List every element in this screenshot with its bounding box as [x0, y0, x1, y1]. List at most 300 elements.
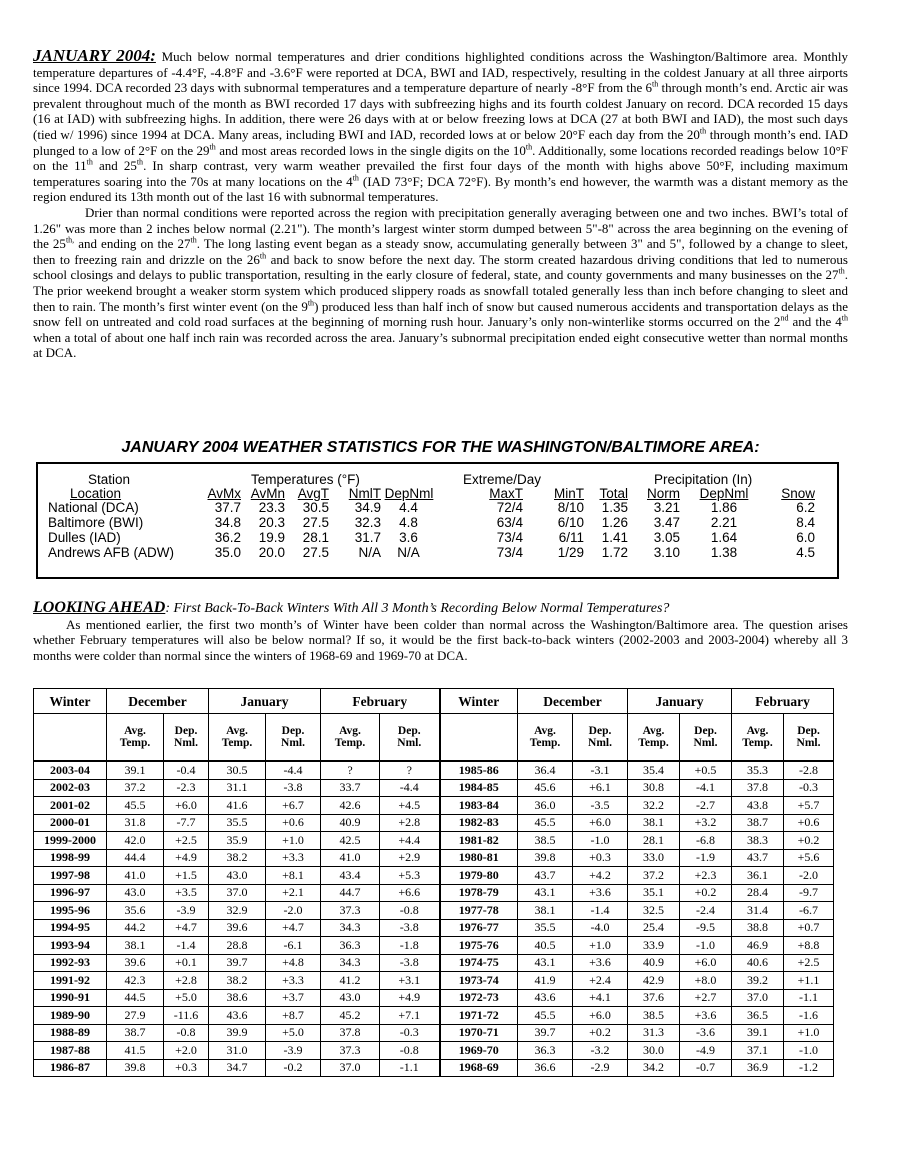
- table-cell: -3.9: [164, 902, 209, 920]
- stats-value: 3.6: [399, 530, 418, 545]
- table-row: [34, 797, 834, 815]
- table-cell: -6.7: [784, 902, 834, 920]
- table-cell: +2.3: [680, 867, 732, 885]
- table-row: [34, 954, 834, 972]
- stats-header-avmn: AvMn: [250, 486, 285, 501]
- header-dep-nml: Dep. Nml.: [573, 714, 628, 762]
- stats-value: 3.47: [653, 515, 680, 530]
- winter-label: 2003-04: [34, 761, 107, 779]
- table-cell: 44.2: [107, 919, 164, 937]
- header-month: January: [628, 689, 732, 714]
- winter-label: 1997-98: [34, 867, 107, 885]
- table-cell: -0.3: [784, 779, 834, 797]
- table-cell: 32.9: [209, 902, 266, 920]
- table-cell: +4.4: [380, 832, 440, 850]
- table-cell: -3.8: [266, 779, 321, 797]
- looking-ahead-colon: :: [165, 601, 170, 616]
- stats-row: [38, 515, 837, 531]
- table-cell: +1.0: [266, 832, 321, 850]
- document-page: [33, 46, 849, 1075]
- text-run: and the 4: [788, 314, 842, 330]
- table-cell: -1.0: [784, 1042, 834, 1060]
- ordinal-suffix: th: [86, 157, 93, 167]
- ordinal-suffix: th: [525, 142, 533, 152]
- table-cell: 38.2: [209, 849, 266, 867]
- winter-label: 1972-73: [440, 989, 518, 1007]
- table-cell: +3.1: [380, 972, 440, 990]
- stats-header-maxt: MaxT: [489, 486, 523, 501]
- table-cell: 27.9: [107, 1007, 164, 1025]
- table-cell: -1.4: [164, 937, 209, 955]
- stats-value: N/A: [397, 545, 420, 560]
- table-cell: 39.8: [518, 849, 573, 867]
- table-cell: 37.0: [209, 884, 266, 902]
- table-cell: +8.1: [266, 867, 321, 885]
- table-row: [34, 937, 834, 955]
- table-cell: 34.3: [321, 919, 380, 937]
- table-cell: +2.0: [164, 1042, 209, 1060]
- table-cell: -0.2: [266, 1059, 321, 1077]
- stats-value: 20.3: [258, 515, 285, 530]
- table-cell: 39.2: [732, 972, 784, 990]
- table-cell: -1.6: [784, 1007, 834, 1025]
- stats-box: [36, 462, 839, 579]
- table-cell: 30.0: [628, 1042, 680, 1060]
- table-cell: 43.1: [518, 884, 573, 902]
- table-cell: 45.5: [518, 1007, 573, 1025]
- table-cell: 43.0: [107, 884, 164, 902]
- ordinal-suffix: th: [307, 298, 315, 308]
- header-winter: Winter: [440, 689, 518, 714]
- stats-value: 3.21: [653, 500, 680, 515]
- table-cell: -4.0: [573, 919, 628, 937]
- stats-value: 27.5: [302, 545, 329, 560]
- table-cell: -3.1: [573, 761, 628, 779]
- stats-value: 31.7: [354, 530, 381, 545]
- stats-header-nmlt: NmlT: [348, 486, 381, 501]
- winter-label: 1977-78: [440, 902, 518, 920]
- stats-value: 1.41: [601, 530, 628, 545]
- stats-value: 4.5: [796, 545, 815, 560]
- table-cell: 42.0: [107, 832, 164, 850]
- stats-value: 3.10: [653, 545, 680, 560]
- winter-label: 1992-93: [34, 954, 107, 972]
- table-row: [34, 1059, 834, 1077]
- table-cell: 32.5: [628, 902, 680, 920]
- winter-label: 2002-03: [34, 779, 107, 797]
- table-row: [34, 814, 834, 832]
- table-cell: -3.5: [573, 797, 628, 815]
- table-cell: -4.4: [266, 761, 321, 779]
- table-cell: +0.2: [680, 884, 732, 902]
- table-cell: -7.7: [164, 814, 209, 832]
- table-cell: 42.3: [107, 972, 164, 990]
- table-cell: 33.9: [628, 937, 680, 955]
- table-cell: 40.6: [732, 954, 784, 972]
- group-precipitation: Precipitation (In): [654, 472, 753, 487]
- table-cell: -3.8: [380, 954, 440, 972]
- table-cell: +0.3: [573, 849, 628, 867]
- table-cell: 38.6: [209, 989, 266, 1007]
- table-cell: +8.8: [784, 937, 834, 955]
- table-cell: 36.4: [518, 761, 573, 779]
- table-cell: -4.4: [380, 779, 440, 797]
- table-cell: +6.0: [573, 1007, 628, 1025]
- intro-paragraph-1-text: [33, 49, 848, 204]
- table-cell: -3.8: [380, 919, 440, 937]
- table-cell: 37.3: [321, 902, 380, 920]
- table-row: [34, 972, 834, 990]
- table-cell: 43.0: [209, 867, 266, 885]
- winter-label: 2001-02: [34, 797, 107, 815]
- winter-label: 1971-72: [440, 1007, 518, 1025]
- text-run: and back to snow before the next day. The storm created hazardous driving conditions that led to numerous school closings and delays to public transportation, resulting in the early closure of federal, state, and county governments and many businesses on the 27: [33, 251, 848, 283]
- winter-label: 1968-69: [440, 1059, 518, 1077]
- table-cell: +2.8: [380, 814, 440, 832]
- group-temperatures: Temperatures (°F): [251, 472, 360, 487]
- table-cell: -4.9: [680, 1042, 732, 1060]
- table-header-row: [34, 689, 834, 714]
- table-cell: +6.0: [573, 814, 628, 832]
- table-cell: 40.9: [321, 814, 380, 832]
- table-cell: +5.3: [380, 867, 440, 885]
- table-cell: 32.2: [628, 797, 680, 815]
- table-cell: -1.8: [380, 937, 440, 955]
- table-cell: 35.5: [209, 814, 266, 832]
- stats-header-depnml: DepNml: [699, 486, 749, 501]
- text-run: when a total of about one half inch rain was recorded across the area. January’s subnormal precipitation ended eight consecutive wetter than normal months at DCA.: [33, 329, 848, 361]
- table-cell: 39.6: [209, 919, 266, 937]
- ordinal-suffix: th: [652, 79, 659, 89]
- stats-row: [38, 530, 837, 546]
- intro-paragraph-2: [33, 205, 848, 361]
- winter-label: 1999-2000: [34, 832, 107, 850]
- table-cell: -11.6: [164, 1007, 209, 1025]
- table-cell: 37.2: [628, 867, 680, 885]
- header-month: February: [321, 689, 440, 714]
- table-subheader-row: [34, 714, 834, 762]
- table-row: [34, 1007, 834, 1025]
- text-run: through month’s end. IAD plunged to a low of 2°F on the 29: [33, 126, 849, 158]
- stats-value: 1.38: [710, 545, 738, 560]
- table-cell: 45.5: [518, 814, 573, 832]
- header-winter: Winter: [34, 689, 107, 714]
- table-cell: 34.2: [628, 1059, 680, 1077]
- table-cell: 42.6: [321, 797, 380, 815]
- table-cell: +0.6: [784, 814, 834, 832]
- table-cell: 38.7: [732, 814, 784, 832]
- stats-value: 20.0: [258, 545, 285, 560]
- table-cell: -1.9: [680, 849, 732, 867]
- table-cell: 31.4: [732, 902, 784, 920]
- table-cell: -2.8: [784, 761, 834, 779]
- table-cell: 39.1: [732, 1024, 784, 1042]
- header-month: February: [732, 689, 834, 714]
- table-cell: 36.1: [732, 867, 784, 885]
- stats-value: 34.9: [354, 500, 381, 515]
- table-row: [34, 884, 834, 902]
- stats-value: 72/4: [496, 500, 523, 515]
- table-cell: 25.4: [628, 919, 680, 937]
- table-cell: +6.6: [380, 884, 440, 902]
- table-cell: 35.9: [209, 832, 266, 850]
- text-run: . In sharp contrast, very warm weather prevailed the first four days of the month with highs above 50°F, including maximum temperatures soaring into the 70s at many locations on the 4: [33, 158, 848, 189]
- winter-label: 1976-77: [440, 919, 518, 937]
- table-cell: 36.6: [518, 1059, 573, 1077]
- text-run: Much below normal temperatures and drier conditions highlighted conditions across the Washington/Baltimore area. Monthly temperature departures of -4.4°F, -4.8°F and -3.6°F were reported at DCA, BWI and IAD, respectively, resulting in the coldest January at all three airports since 1994. DCA recorded 23 days with subnormal temperatures and a temperature departure of nearly -8°F from the 6: [33, 49, 848, 96]
- table-cell: +5.0: [164, 989, 209, 1007]
- table-cell: -9.7: [784, 884, 834, 902]
- stats-row: [38, 545, 837, 561]
- table-cell: 36.3: [321, 937, 380, 955]
- table-cell: 34.3: [321, 954, 380, 972]
- table-cell: -3.6: [680, 1024, 732, 1042]
- table-cell: 41.2: [321, 972, 380, 990]
- group-extreme-day: Extreme/Day: [463, 472, 542, 487]
- text-run: . Additionally, some locations recorded readings below 10°F on the 11: [33, 142, 848, 174]
- table-cell: -3.2: [573, 1042, 628, 1060]
- table-cell: 37.0: [321, 1059, 380, 1077]
- winter-label: 1978-79: [440, 884, 518, 902]
- header-avg-temp: Avg. Temp.: [628, 714, 680, 762]
- stats-value: 3.05: [653, 530, 680, 545]
- table-cell: 42.9: [628, 972, 680, 990]
- table-cell: -0.8: [164, 1024, 209, 1042]
- table-cell: +2.1: [266, 884, 321, 902]
- header-empty: [440, 714, 518, 762]
- winter-label: 1969-70: [440, 1042, 518, 1060]
- table-cell: +0.1: [164, 954, 209, 972]
- stats-value: 1/29: [557, 545, 584, 560]
- table-cell: 36.3: [518, 1042, 573, 1060]
- table-cell: 40.9: [628, 954, 680, 972]
- winter-label: 1983-84: [440, 797, 518, 815]
- table-cell: 42.5: [321, 832, 380, 850]
- table-cell: -2.3: [164, 779, 209, 797]
- table-cell: 39.6: [107, 954, 164, 972]
- header-avg-temp: Avg. Temp.: [518, 714, 573, 762]
- winter-label: 1998-99: [34, 849, 107, 867]
- winter-label: 1991-92: [34, 972, 107, 990]
- table-cell: 41.6: [209, 797, 266, 815]
- ordinal-suffix: th: [352, 173, 359, 183]
- table-cell: 45.2: [321, 1007, 380, 1025]
- table-cell: +4.7: [164, 919, 209, 937]
- table-cell: -2.7: [680, 797, 732, 815]
- ordinal-suffix: nd: [780, 313, 789, 323]
- header-month: January: [209, 689, 321, 714]
- winter-label: 1970-71: [440, 1024, 518, 1042]
- table-cell: -1.4: [573, 902, 628, 920]
- table-cell: +4.7: [266, 919, 321, 937]
- stats-value: 6/11: [558, 530, 584, 545]
- ordinal-suffix: th: [259, 251, 267, 261]
- stats-value: 6.2: [796, 500, 815, 515]
- winter-label: 1973-74: [440, 972, 518, 990]
- table-cell: 31.3: [628, 1024, 680, 1042]
- table-cell: -1.2: [784, 1059, 834, 1077]
- table-cell: +4.9: [164, 849, 209, 867]
- stats-value: 37.7: [214, 500, 241, 515]
- winter-label: 1982-83: [440, 814, 518, 832]
- table-cell: 43.0: [321, 989, 380, 1007]
- table-cell: 28.8: [209, 937, 266, 955]
- header-avg-temp: Avg. Temp.: [321, 714, 380, 762]
- table-row: [34, 919, 834, 937]
- table-cell: +6.1: [573, 779, 628, 797]
- table-row: [34, 849, 834, 867]
- table-cell: +6.7: [266, 797, 321, 815]
- table-cell: 28.1: [628, 832, 680, 850]
- table-cell: +2.5: [164, 832, 209, 850]
- table-cell: +3.7: [266, 989, 321, 1007]
- table-row: [34, 1042, 834, 1060]
- table-cell: 43.6: [209, 1007, 266, 1025]
- header-dep-nml: Dep. Nml.: [266, 714, 321, 762]
- table-cell: 44.4: [107, 849, 164, 867]
- stats-header-avgt: AvgT: [297, 486, 329, 501]
- table-cell: 34.7: [209, 1059, 266, 1077]
- table-cell: -6.8: [680, 832, 732, 850]
- stats-value: 6.0: [796, 530, 815, 545]
- table-cell: 43.8: [732, 797, 784, 815]
- table-cell: -0.4: [164, 761, 209, 779]
- stats-value: 73/4: [496, 530, 523, 545]
- table-cell: 39.1: [107, 761, 164, 779]
- table-cell: 30.5: [209, 761, 266, 779]
- stats-value: 1.86: [710, 500, 738, 515]
- table-cell: -1.0: [680, 937, 732, 955]
- table-row: [34, 902, 834, 920]
- table-cell: 43.7: [518, 867, 573, 885]
- table-cell: -1.1: [380, 1059, 440, 1077]
- text-run: ) produced less than half inch of snow but caused numerous accidents and transportation delays as the snow fell on untreated and cold road surfaces at the beginning of morning rush hour. January’s only non-winterlike storms occurred on the 2: [33, 298, 848, 330]
- text-run: Drier than normal conditions were reported across the region with precipitation generally averaging between one and two inches. BWI’s total of 1.26" was more than 2 inches below normal (2.21"). The month’s largest winter storm dumped between 5"-8" across the area beginning on the evening of the 25: [33, 204, 848, 252]
- stats-value: 34.8: [214, 515, 241, 530]
- table-cell: -1.0: [573, 832, 628, 850]
- stats-value: 28.1: [302, 530, 329, 545]
- table-cell: +2.4: [573, 972, 628, 990]
- winter-label: 1985-86: [440, 761, 518, 779]
- table-cell: 35.1: [628, 884, 680, 902]
- table-cell: +0.7: [784, 919, 834, 937]
- winter-label: 1996-97: [34, 884, 107, 902]
- ordinal-suffix: th: [841, 313, 849, 323]
- winter-label: 1979-80: [440, 867, 518, 885]
- table-cell: +2.7: [680, 989, 732, 1007]
- winter-label: 1984-85: [440, 779, 518, 797]
- stats-station-name: Dulles (IAD): [48, 530, 121, 545]
- intro-paragraph-1: [33, 48, 848, 205]
- table-cell: 38.5: [518, 832, 573, 850]
- table-cell: 31.8: [107, 814, 164, 832]
- table-cell: ?: [380, 761, 440, 779]
- text-run: through month’s end. Arctic air was prevalent throughout much of the month as BWI recorded 17 days with subfreezing highs and its fourth coldest January on record. DCA recorded 15 days (16 at IAD) with subfreezing highs. In addition, there were 26 days with at or below freezing lows at DCA (27 at both BWI and IAD), the most such days (tied w/ 1996) since 1994 at DCA. Many areas, including BWI and IAD, recorded lows at or below 20°F each day from the 20: [33, 80, 848, 142]
- text-run: and most areas recorded lows in the single digits on the 10: [215, 142, 526, 158]
- table-cell: 41.9: [518, 972, 573, 990]
- table-cell: ?: [321, 761, 380, 779]
- table-cell: 38.7: [107, 1024, 164, 1042]
- stats-station-name: Andrews AFB (ADW): [48, 545, 175, 560]
- header-empty: [34, 714, 107, 762]
- stats-value: 8.4: [796, 515, 815, 530]
- stats-value: 73/4: [496, 545, 523, 560]
- stats-header-snow: Snow: [781, 486, 815, 501]
- stats-header-depnml: DepNml: [384, 486, 434, 501]
- table-cell: 36.9: [732, 1059, 784, 1077]
- stats-value: 4.4: [399, 500, 418, 515]
- stats-row: [38, 500, 837, 516]
- stats-header-mint: MinT: [554, 486, 584, 501]
- table-cell: +2.5: [784, 954, 834, 972]
- stats-value: 1.26: [601, 515, 628, 530]
- stats-value: 36.2: [214, 530, 241, 545]
- table-cell: 39.8: [107, 1059, 164, 1077]
- table-cell: 33.7: [321, 779, 380, 797]
- table-cell: +0.2: [573, 1024, 628, 1042]
- stats-header-avmx: AvMx: [207, 486, 241, 501]
- table-cell: -4.1: [680, 779, 732, 797]
- table-cell: 44.5: [107, 989, 164, 1007]
- ordinal-suffix: th: [699, 126, 707, 136]
- looking-ahead-subtitle: First Back-To-Back Winters With All 3 Month’s Recording Below Normal Temperatures?: [169, 601, 670, 616]
- table-cell: 35.4: [628, 761, 680, 779]
- table-cell: -0.8: [380, 1042, 440, 1060]
- table-cell: 37.2: [107, 779, 164, 797]
- looking-ahead-heading: LOOKING AHEAD: [33, 599, 166, 616]
- table-cell: +4.1: [573, 989, 628, 1007]
- stats-value: 30.5: [302, 500, 329, 515]
- table-cell: +5.6: [784, 849, 834, 867]
- table-cell: +7.1: [380, 1007, 440, 1025]
- table-cell: 38.5: [628, 1007, 680, 1025]
- table-cell: 37.0: [732, 989, 784, 1007]
- stats-value: 1.35: [601, 500, 628, 515]
- group-station: Station: [88, 472, 131, 487]
- table-cell: +4.8: [266, 954, 321, 972]
- text-run: (IAD 73°F; DCA 72°F). By month’s end however, the warmth was a distant memory as the region endured its 13th month out of the last 16 with subnormal temperatures.: [33, 173, 848, 205]
- stats-value: 4.8: [399, 515, 418, 530]
- stats-value: 63/4: [496, 515, 523, 530]
- table-cell: 37.6: [628, 989, 680, 1007]
- winter-label: 1993-94: [34, 937, 107, 955]
- header-dep-nml: Dep. Nml.: [164, 714, 209, 762]
- intro-section: [33, 48, 848, 361]
- table-cell: 40.5: [518, 937, 573, 955]
- header-avg-temp: Avg. Temp.: [107, 714, 164, 762]
- table-cell: 45.6: [518, 779, 573, 797]
- table-cell: 37.1: [732, 1042, 784, 1060]
- month-heading: JANUARY 2004:: [33, 46, 156, 65]
- table-cell: +3.3: [266, 849, 321, 867]
- winter-label: 1987-88: [34, 1042, 107, 1060]
- ordinal-suffix: th: [136, 157, 144, 167]
- table-cell: +4.9: [380, 989, 440, 1007]
- ordinal-suffix: th: [838, 266, 845, 276]
- table-cell: -0.3: [380, 1024, 440, 1042]
- text-run: . The long lasting event began as a steady snow, accumulating generally between 3" and 5", followed by a change to sleet, then to freezing rain and drizzle on the 26: [33, 236, 848, 267]
- ordinal-suffix: th: [190, 235, 197, 245]
- stats-value: 8/10: [557, 500, 584, 515]
- table-cell: 37.3: [321, 1042, 380, 1060]
- table-cell: +1.0: [573, 937, 628, 955]
- stats-station-name: National (DCA): [48, 500, 139, 515]
- table-cell: +0.6: [266, 814, 321, 832]
- stats-header-total: Total: [599, 486, 628, 501]
- stats-value: 27.5: [302, 515, 329, 530]
- table-cell: 39.7: [518, 1024, 573, 1042]
- stats-value: 1.64: [710, 530, 738, 545]
